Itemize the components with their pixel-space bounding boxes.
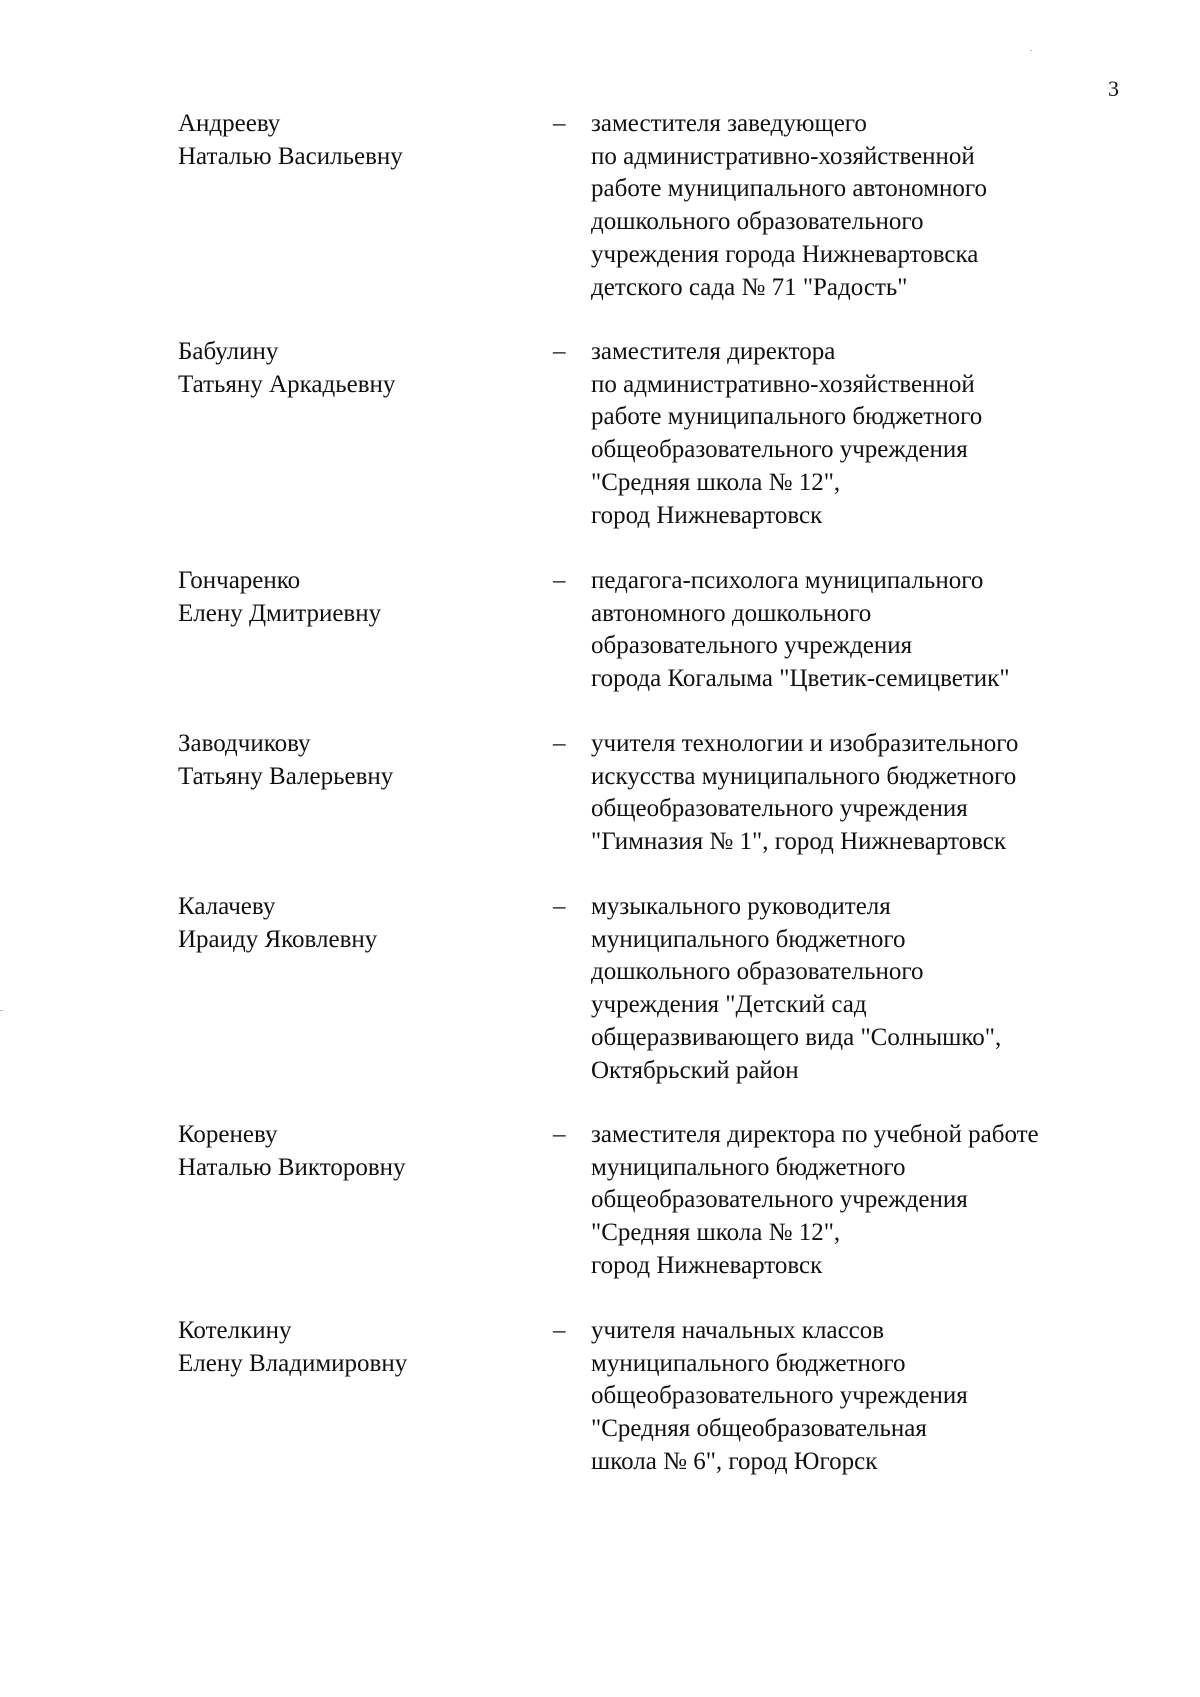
description-line: "Средняя общеобразовательная — [591, 1415, 927, 1443]
given-names: Елену Владимировну — [178, 1349, 408, 1377]
given-names: Ираиду Яковлевну — [178, 925, 378, 953]
description-line: города Когалыма "Цветик-семицветик" — [591, 665, 1010, 693]
surname: Гончаренко — [178, 567, 301, 594]
position-description — [591, 108, 1111, 304]
surname: Бабулину — [178, 338, 279, 365]
given-names: Наталью Васильевну — [178, 142, 403, 170]
description-line: заместителя заведующего — [591, 110, 867, 137]
given-names: Елену Дмитриевну — [178, 599, 382, 627]
description-line: общеобразовательного учреждения — [591, 1186, 968, 1214]
position-description — [591, 728, 1111, 859]
description-line: учреждения "Детский сад — [591, 991, 867, 1019]
position-description — [591, 336, 1111, 532]
person-name — [178, 1315, 538, 1380]
person-name — [178, 108, 538, 173]
person-name — [178, 336, 538, 401]
scan-speck — [1030, 50, 1032, 51]
description-line: "Гимназия № 1", город Нижневартовск — [591, 828, 1006, 856]
description-line: "Средняя школа № 12", — [591, 1219, 841, 1247]
description-line: работе муниципального бюджетного — [591, 403, 983, 431]
description-line: муниципального бюджетного — [591, 1153, 906, 1181]
description-line: школа № 6", город Югорск — [591, 1447, 878, 1475]
description-line: образовательного учреждения — [591, 632, 913, 660]
description-line: заместителя директора — [591, 338, 836, 365]
description-line: общеобразовательного учреждения — [591, 436, 968, 464]
description-line: искусства муниципального бюджетного — [591, 762, 1017, 790]
description-line: музыкального руководителя — [591, 893, 891, 920]
description-line: по административно-хозяйственной — [591, 142, 975, 170]
person-name — [178, 891, 538, 956]
description-line: общеобразовательного учреждения — [591, 1382, 968, 1410]
description-line: учителя технологии и изобразительного — [591, 730, 1019, 757]
surname: Котелкину — [178, 1317, 292, 1344]
description-line: дошкольного образовательного — [591, 958, 924, 986]
description-line: работе муниципального автономного — [591, 175, 988, 203]
given-names: Наталью Викторовну — [178, 1153, 406, 1181]
description-line: педагога-психолога муниципального — [591, 567, 984, 594]
description-line: муниципального бюджетного — [591, 925, 906, 953]
position-description — [591, 891, 1111, 1087]
person-name — [178, 1119, 538, 1184]
dash: – — [553, 338, 566, 365]
description-line: город Нижневартовск — [591, 1251, 823, 1279]
dash: – — [553, 1317, 566, 1344]
position-description — [591, 1315, 1111, 1479]
page-number: 3 — [1108, 76, 1119, 101]
description-line: учреждения города Нижневартовска — [591, 240, 979, 268]
given-names: Татьяну Валерьевну — [178, 762, 394, 790]
scan-speck — [0, 1010, 3, 1011]
given-names: Татьяну Аркадьевну — [178, 370, 396, 398]
surname: Андрееву — [178, 110, 281, 137]
description-line: Октябрьский район — [591, 1056, 799, 1084]
description-line: "Средняя школа № 12", — [591, 468, 841, 496]
description-line: муниципального бюджетного — [591, 1349, 906, 1377]
dash: – — [553, 567, 566, 594]
description-line: дошкольного образовательного — [591, 208, 924, 236]
person-name — [178, 565, 538, 630]
surname: Заводчикову — [178, 730, 311, 757]
dash: – — [553, 893, 566, 920]
description-line: по административно-хозяйственной — [591, 370, 975, 398]
description-line: детского сада № 71 "Радость" — [591, 273, 908, 301]
surname: Кореневу — [178, 1121, 278, 1148]
dash: – — [553, 730, 566, 757]
position-description — [591, 565, 1111, 696]
description-line: общеобразовательного учреждения — [591, 795, 968, 823]
description-line: заместителя директора по учебной работе — [591, 1121, 1039, 1148]
description-line: учителя начальных классов — [591, 1317, 885, 1344]
description-line: автономного дошкольного — [591, 599, 872, 627]
dash: – — [553, 1121, 566, 1148]
description-line: общеразвивающего вида "Солнышко", — [591, 1023, 1002, 1051]
description-line: город Нижневартовск — [591, 501, 823, 529]
dash: – — [553, 110, 566, 137]
surname: Калачеву — [178, 893, 276, 920]
position-description — [591, 1119, 1111, 1283]
person-name — [178, 728, 538, 793]
